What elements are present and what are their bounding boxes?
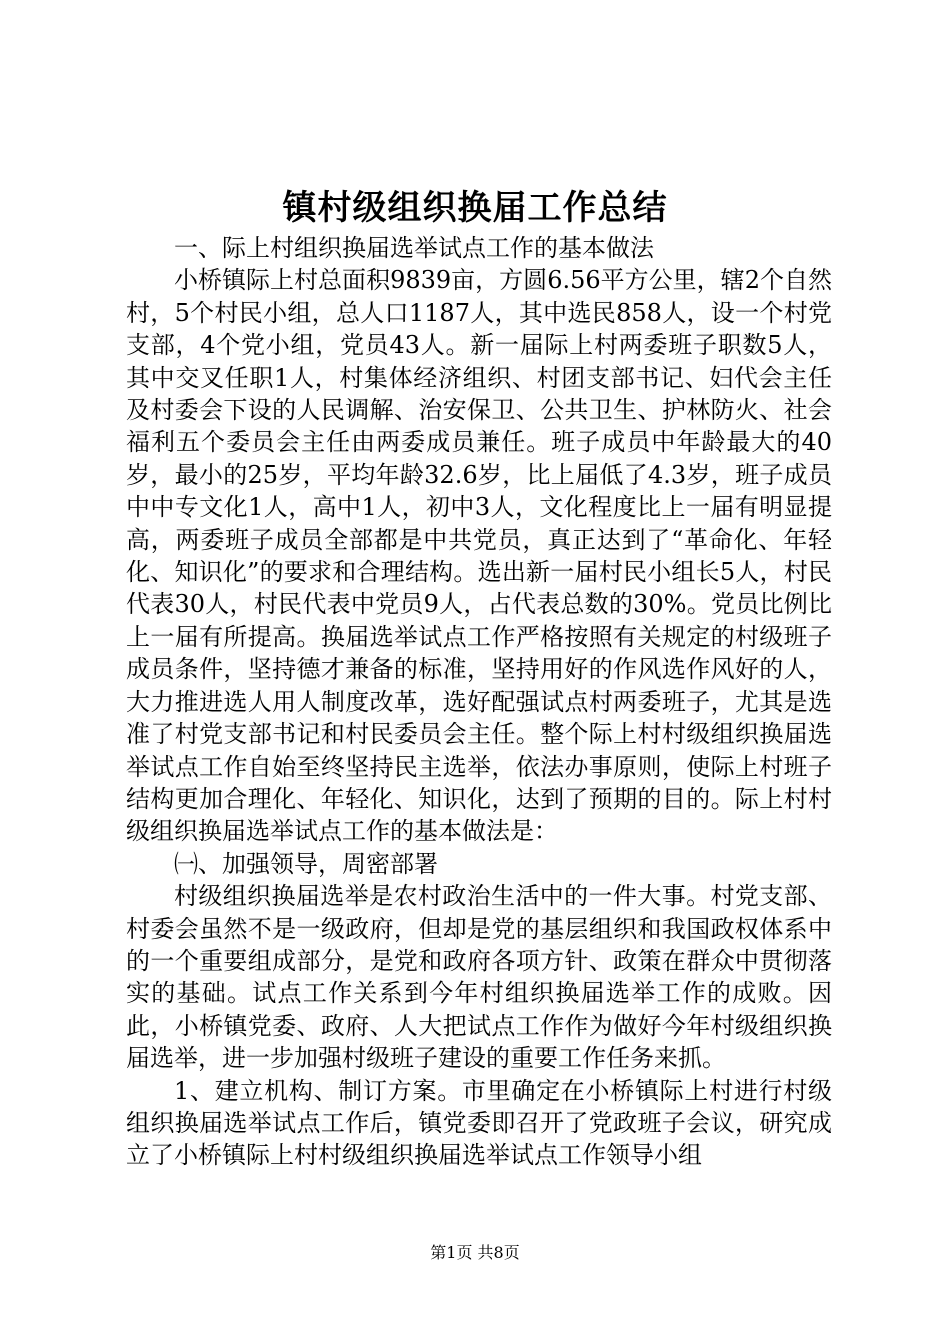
document-body [126,232,832,1172]
paragraph: 小桥镇际上村总面积9839亩，方圆6.56平方公里，辖2个自然村，5个村民小组，总人口1187人，其中选民858人，设一个村党支部，4个党小组，党员43人。新一届际上村两委班子职数5人，其中交叉任职1人，村集体经济组织、村团支部书记、妇代会主任及村委会下设的人民调解、治安保卫、公共卫生、护林防火、社会福利五个委员会主任由两委成员兼任。班子成员中年龄最大的40岁，最小的25岁，平均年龄32.6岁，比上届低了4.3岁，班子成员中中专文化1人，高中1人，初中3人，文化程度比上一届有明显提高，两委班子成员全部都是中共党员，真正达到了“革命化、年轻化、知识化”的要求和合理结构。选出新一届村民小组长5人，村民代表30人，村民代表中党员9人，占代表总数的30%。党员比例比上一届有所提高。换届选举试点工作严格按照有关规定的村级班子成员条件，坚持德才兼备的标准，坚持用好的作风选作风好的人，大力推进选人用人制度改革，选好配强试点村两委班子，尤其是选准了村党支部书记和村民委员会主任。整个际上村村级组织换届选举试点工作自始至终坚持民主选举，依法办事原则，使际上村班子结构更加合理化、年轻化、知识化，达到了预期的目的。际上村村级组织换届选举试点工作的基本做法是： [126,266,832,846]
subsection-heading: ㈠、加强领导，周密部署 [174,849,438,878]
paragraph: 1、建立机构、制订方案。市里确定在小桥镇际上村进行村级组织换届选举试点工作后，镇党委即召开了党政班子会议，研究成立了小桥镇际上村村级组织换届选举试点工作领导小组 [126,1076,832,1170]
section-heading: 一、际上村组织换届选举试点工作的基本做法 [174,234,654,262]
paragraph: 村级组织换届选举是农村政治生活中的一件大事。村党支部、村委会虽然不是一级政府，但却是党的基层组织和我国政权体系中的一个重要组成部分，是党和政府各项方针、政策在群众中贯彻落实的基础。试点工作关系到今年村组织换届选举工作的成败。因此，小桥镇党委、政府、人大把试点工作作为做好今年村级组织换届选举，进一步加强村级班子建设的重要工作任务来抓。 [126,882,832,1073]
page-footer: 第1页 共8页 [430,1243,520,1262]
document-title: 镇村级组织换届工作总结 [282,188,668,228]
